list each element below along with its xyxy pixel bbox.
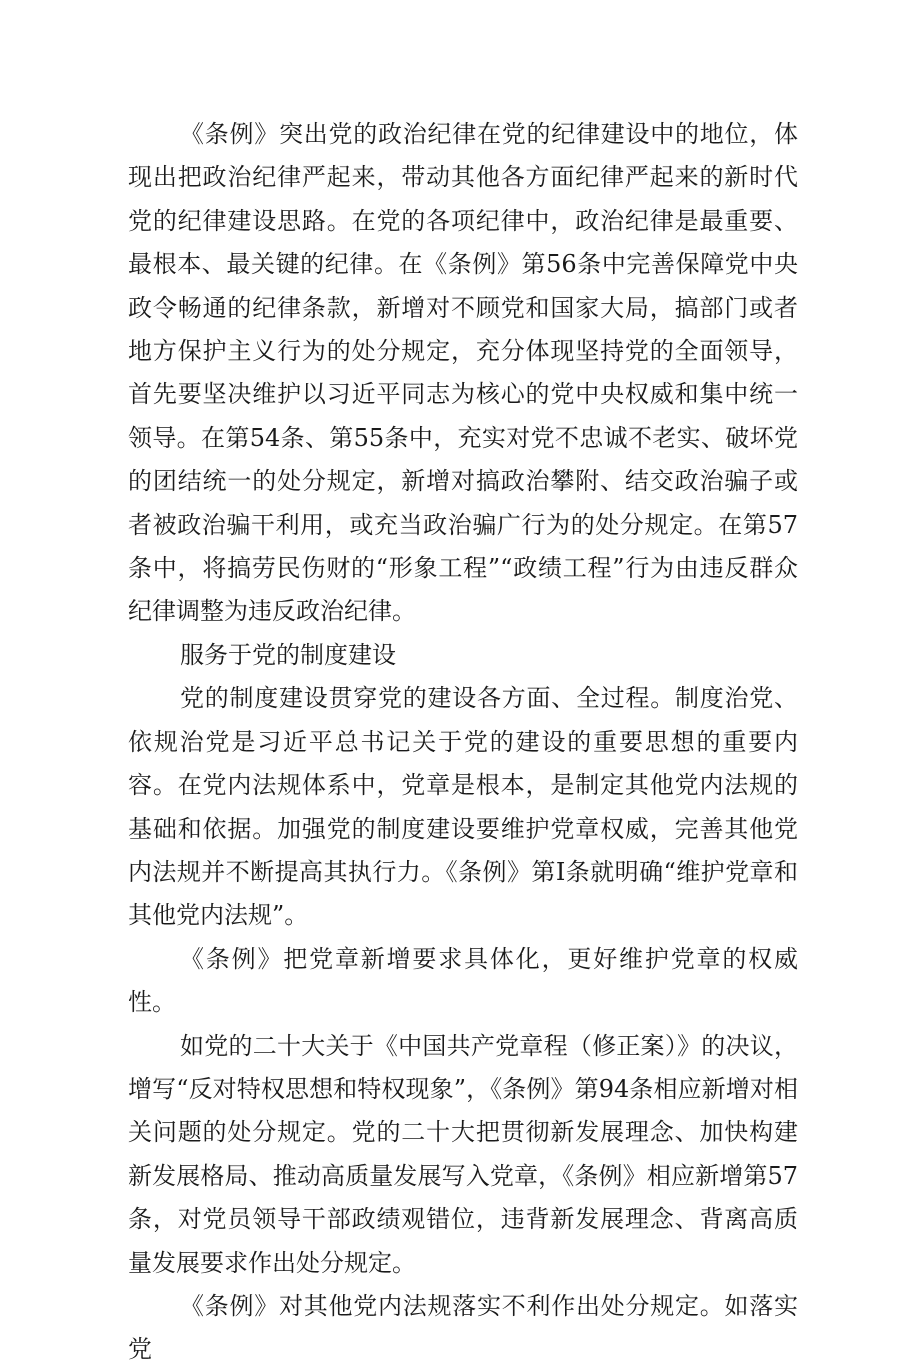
paragraph-political-discipline: 《条例》突出党的政治纪律在党的纪律建设中的地位，体现出把政治纪律严起来，带动其他各方面纪律严起来的新时代党的纪律建设思路。在党的各项纪律中，政治纪律是最重要、最根本、最关键的纪律。在《条例》第56条中完善保障党中央政令畅通的纪律条款，新增对不顾党和国家大局，搞部门或者地方保护主义行为的处分规定，充分体现坚持党的全面领导，首先要坚决维护以习近平同志为核心的党中央权威和集中统一领导。在第54条、第55条中，充实对党不忠诚不老实、破坏党的团结统一的处分规定，新增对搞政治攀附、结交政治骗子或者被政治骗干利用，或充当政治骗广行为的处分规定。在第57条中，将搞劳民伤财的“形象工程”“政绩工程”行为由违反群众纪律调整为违反政治纪律。	[128, 120, 798, 626]
paragraph-other-regulations: 《条例》对其他党内法规落实不利作出处分规定。如落实党	[128, 1291, 798, 1364]
document-body	[128, 113, 798, 1372]
paragraph-twentieth-congress: 如党的二十大关于《中国共产党章程（修正案）》的决议，增写“反对特权思想和特权现象”，《条例》第94条相应新增对相关问题的处分规定。党的二十大把贯彻新发展理念、加快构建新发展格局、推动高质量发展写入党章，《条例》相应新增第57条，对党员领导干部政绩观错位，违背新发展理念、背离高质量发展要求作出处分规定。	[128, 1031, 798, 1277]
section-heading: 服务于党的制度建设	[180, 640, 396, 669]
paragraph-party-constitution-requirements: 《条例》把党章新增要求具体化，更好维护党章的权威性。	[128, 944, 798, 1017]
paragraph-institutional-building: 党的制度建设贯穿党的建设各方面、全过程。制度治党、依规治党是习近平总书记关于党的建设的重要思想的重要内容。在党内法规体系中，党章是根本，是制定其他党内法规的基础和依据。加强党的制度建设要维护党章权威，完善其他党内法规并不断提高其执行力。《条例》第I条就明确“维护党章和其他党内法规”。	[128, 684, 798, 930]
